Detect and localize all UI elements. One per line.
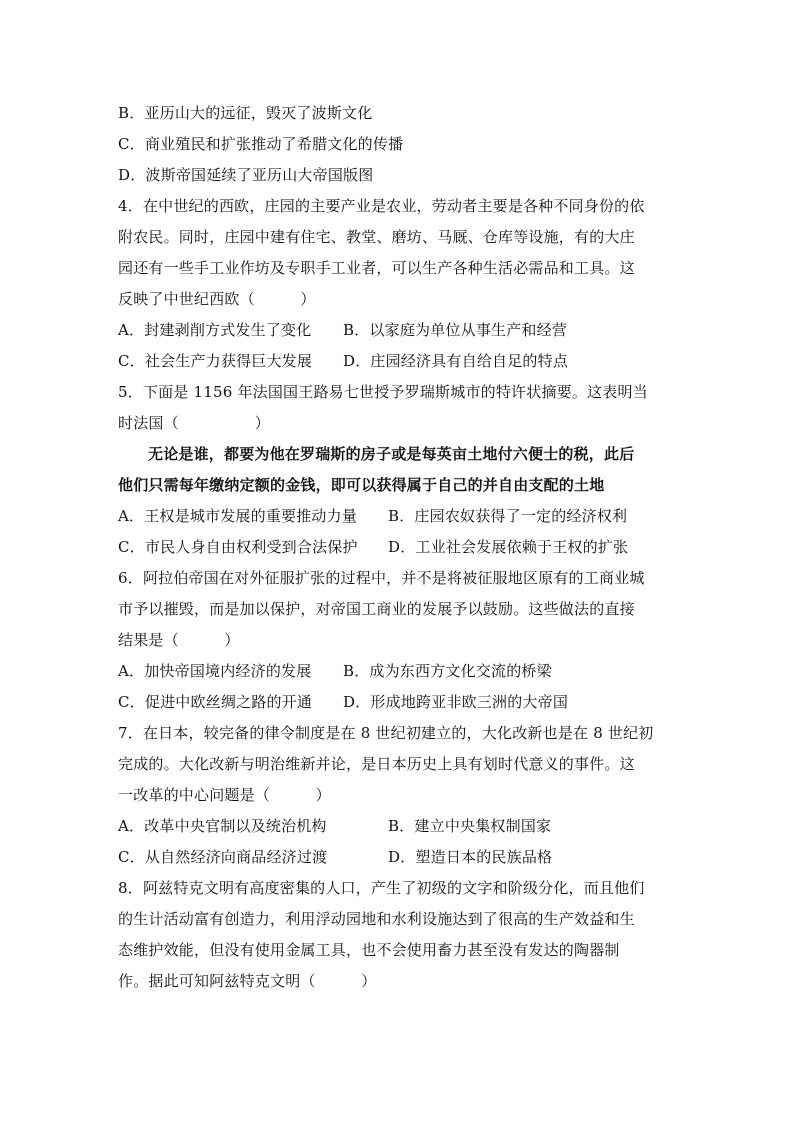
q4-stem-line: 附农民。同时，庄园中建有住宅、教堂、磨坊、马厩、仓库等设施，有的大庄	[118, 228, 635, 246]
q3-option-d: D．波斯帝国延续了亚历山大帝国版图	[118, 166, 374, 184]
q7-stem-line: 完成的。大化改新与明治维新并论，是日本历史上具有划时代意义的事件。这	[118, 755, 635, 773]
q4-stem-line: 4．在中世纪的西欧，庄园的主要产业是农业，劳动者主要是各种不同身份的依	[118, 197, 645, 215]
q6-option-a: A．加快帝国境内经济的发展	[118, 662, 312, 680]
q7-option-d: D．塑造日本的民族品格	[388, 848, 553, 866]
q7-options-row-1	[118, 811, 678, 842]
q4-options-row-2	[118, 346, 678, 377]
q4-options-row-1	[118, 315, 678, 346]
q6-options-row-1	[118, 656, 678, 687]
q5-option-a: A．王权是城市发展的重要推动力量	[118, 507, 358, 525]
q5-quote-line: 他们只需每年缴纳定额的金钱，即可以获得属于自己的并自由支配的土地	[118, 476, 605, 494]
q7-stem-line: 7．在日本，较完备的律令制度是在 8 世纪初建立的，大化改新也是在 8 世纪初	[118, 724, 654, 742]
q7-option-b: B．建立中央集权制国家	[388, 817, 552, 835]
q7-options-row-2	[118, 842, 678, 873]
q7-option-a: A．改革中央官制以及统治机构	[118, 817, 327, 835]
q6-option-b: B．成为东西方文化交流的桥梁	[343, 662, 552, 680]
q5-option-d: D．工业社会发展依赖于王权的扩张	[388, 538, 629, 556]
q6-stem-line: 结果是（ ）	[118, 631, 240, 649]
q4-option-a: A．封建剥削方式发生了变化	[118, 321, 312, 339]
q6-stem-line: 6．阿拉伯帝国在对外征服扩张的过程中，并不是将被征服地区原有的工商业城	[118, 569, 645, 587]
q5-option-b: B．庄园农奴获得了一定的经济权利	[388, 507, 628, 525]
q7-stem-line: 一改革的中心问题是（ ）	[118, 786, 331, 804]
q8-stem-line: 8．阿兹特克文明有高度密集的人口，产生了初级的文字和阶级分化，而且他们	[118, 879, 645, 897]
q7-option-c: C．从自然经济向商品经济过渡	[118, 848, 328, 866]
q3-option-c: C．商业殖民和扩张推动了希腊文化的传播	[118, 135, 404, 153]
exam-page	[118, 98, 678, 997]
q6-options-row-2	[118, 687, 678, 718]
q6-option-c: C．促进中欧丝绸之路的开通	[118, 693, 313, 711]
q3-option-b: B．亚历山大的远征，毁灭了波斯文化	[118, 104, 373, 122]
q5-option-c: C．市民人身自由权利受到合法保护	[118, 538, 358, 556]
q5-options-row-2	[118, 532, 678, 563]
q6-stem-line: 市予以摧毁，而是加以保护，对帝国工商业的发展予以鼓励。这些做法的直接	[118, 600, 635, 618]
q4-stem-line: 反映了中世纪西欧（ ）	[118, 290, 316, 308]
q4-option-d: D．庄园经济具有自给自足的特点	[343, 352, 569, 370]
q8-stem-line: 的生计活动富有创造力，利用浮动园地和水利设施达到了很高的生产效益和生	[118, 910, 635, 928]
q5-quote-line: 无论是谁，都要为他在罗瑞斯的房子或是每英亩土地付六便士的税，此后	[148, 445, 635, 463]
q5-stem-line: 5．下面是 1156 年法国国王路易七世授予罗瑞斯城市的特许状摘要。这表明当	[118, 383, 648, 401]
q5-options-row-1	[118, 501, 678, 532]
q8-stem-line: 态维护效能，但没有使用金属工具，也不会使用畜力甚至没有发达的陶器制	[118, 941, 620, 959]
q4-option-b: B．以家庭为单位从事生产和经营	[343, 321, 568, 339]
q4-stem-line: 园还有一些手工业作坊及专职手工业者，可以生产各种生活必需品和工具。这	[118, 259, 635, 277]
q6-option-d: D．形成地跨亚非欧三洲的大帝国	[343, 693, 569, 711]
q5-stem-line: 时法国（ ）	[118, 414, 271, 432]
q8-stem-line: 作。据此可知阿兹特克文明（ ）	[118, 972, 377, 990]
q4-option-c: C．社会生产力获得巨大发展	[118, 352, 313, 370]
